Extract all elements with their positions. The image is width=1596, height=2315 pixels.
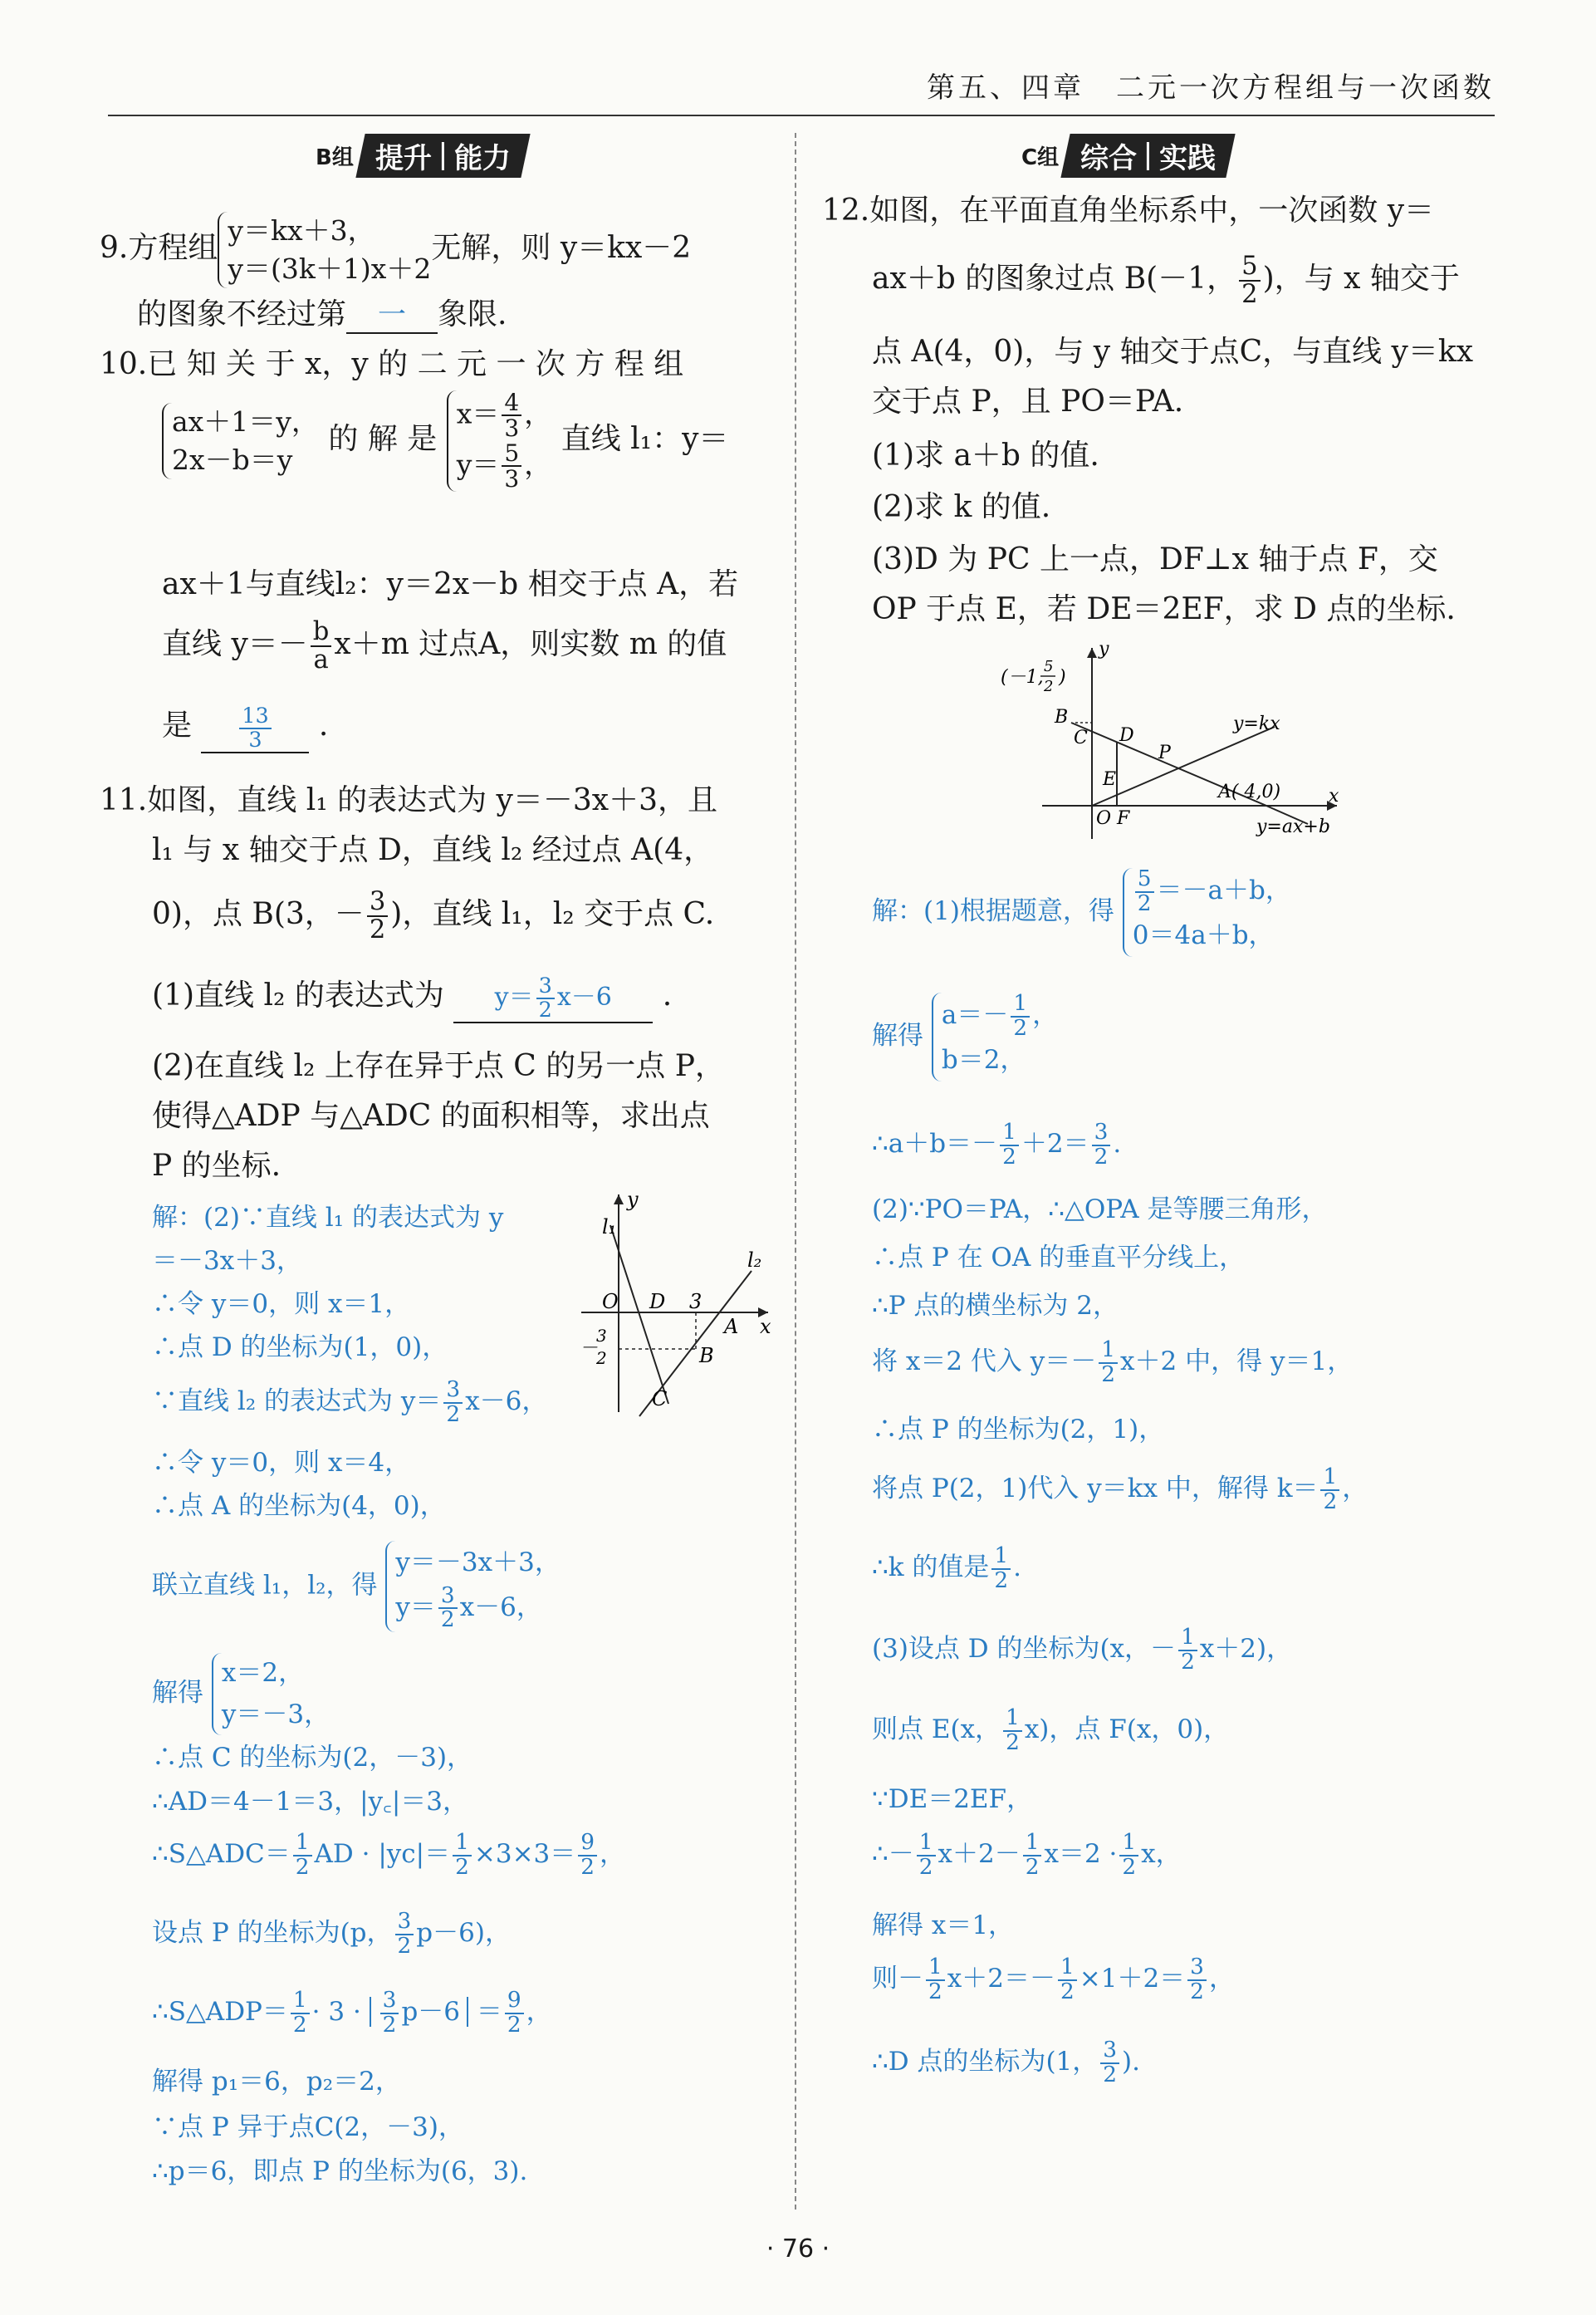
q12-sol-line: ∴k 的值是 $\frac{1}{2}$ . xyxy=(872,1543,1021,1593)
point-b-coord: 2 xyxy=(1044,678,1054,695)
q11-sol-line: ∴点 C 的坐标为(2，－3)， xyxy=(152,1743,473,1773)
tick-label: 3 xyxy=(689,1290,703,1313)
tick-label: 3 xyxy=(596,1326,607,1346)
q9-answer: 一 xyxy=(346,292,438,334)
point-a-label: A( 4,0) xyxy=(1218,782,1281,802)
q12-sol-line: 将点 P(2，1)代入 y＝kx 中，解得 k＝ $\frac{1}{2}$ ， xyxy=(872,1464,1368,1514)
origin-label: O xyxy=(1096,808,1112,829)
l1-label: l₁ xyxy=(602,1215,617,1238)
q11-part1-answer: y＝ $\frac{3}{2}$ x－6 xyxy=(453,975,653,1023)
q12-part3-line1: (3)D 为 PC 上一点，DF⊥x 轴于点 F，交 xyxy=(872,542,1438,576)
q12-sol-line: ∴点 P 在 OA 的垂直平分线上， xyxy=(872,1243,1246,1273)
point-d-label: D xyxy=(649,1290,666,1313)
banner-c-group xyxy=(1021,135,1231,176)
q10-line3: ax＋1与直线l₂：y＝2x－b 相交于点 A，若 xyxy=(162,567,739,601)
x-axis-label: x xyxy=(760,1315,771,1338)
point-b-label: B xyxy=(699,1344,714,1367)
tick-label: 2 xyxy=(596,1348,607,1368)
point-a-label: A xyxy=(724,1315,739,1338)
point-e-label: E xyxy=(1103,769,1117,790)
q11-sol-p-coord: 设点 P 的坐标为(p， $\frac{3}{2}$ p－6)， xyxy=(152,1909,511,1959)
q9-line2: 的图象不经过第 一 象限. xyxy=(137,291,507,334)
q11-sol-line: ∴p＝6，即点 P 的坐标为(6，3). xyxy=(152,2156,528,2186)
q12-sol-line: ∴a＋b＝－ $\frac{1}{2}$ ＋2＝ $\frac{3}{2}$ . xyxy=(872,1120,1122,1170)
q9-stem: 9.方程组y＝kx＋3， y＝(3k＋1)x＋2无解，则 y＝kx－2 xyxy=(100,212,691,288)
q11-line3: 0)，点 B(3，－ $\frac{3}{2}$ )，直线 l₁，l₂ 交于点 C. xyxy=(152,887,715,945)
l2-label: l₂ xyxy=(747,1248,762,1272)
tick-label: － xyxy=(580,1338,599,1359)
header-rule xyxy=(108,115,1495,116)
banner-group-label: B组 xyxy=(316,145,354,170)
q11-sol-line: 解：(2)∵直线 l₁ 的表达式为 y xyxy=(152,1203,504,1233)
point-p-label: P xyxy=(1158,743,1171,763)
point-d-label: D xyxy=(1119,725,1134,746)
q11-part1: (1)直线 l₂ 的表达式为 y＝ $\frac{3}{2}$ x－6 . xyxy=(152,974,673,1023)
q12-sol-result: 解得 a＝－ $\frac{1}{2}$ ， b＝2， xyxy=(872,993,1058,1081)
q12-sol-line: ∴P 点的横坐标为 2， xyxy=(872,1291,1119,1321)
q12-sol-line: ∵DE＝2EF， xyxy=(872,1784,1033,1814)
point-b-label: B xyxy=(1055,707,1069,728)
page-number: · 76 · xyxy=(766,2234,830,2264)
q11-part2-line3: P 的坐标. xyxy=(152,1149,282,1183)
q10-system: ax＋1＝y， 2x－b＝y 的 解 是 x＝ $\frac{4}{3}$ ， y＝ $\frac{5}{3}$ ， 直线 l₁：y＝ xyxy=(162,390,728,492)
q12-sol-line: 将 x＝2 代入 y＝－ $\frac{1}{2}$ x＋2 中，得 y＝1， xyxy=(872,1337,1354,1387)
q11-sol-line: ∵点 P 异于点C(2，－3)， xyxy=(152,2112,464,2142)
banner-title: 综合 实践 xyxy=(1060,134,1235,178)
q12-sol-line: (2)∵PO＝PA，∴△OPA 是等腰三角形， xyxy=(872,1194,1328,1224)
point-c-label: C xyxy=(1074,728,1088,748)
point-f-label: F xyxy=(1117,808,1130,829)
point-b-coord: 5 xyxy=(1044,658,1054,675)
point-b-coord: (－1, xyxy=(1001,667,1044,688)
q11-line1: 11.如图，直线 l₁ 的表达式为 y＝－3x＋3，且 xyxy=(100,783,717,817)
q11-sol-line: ∴AD＝4－1＝3，|y꜀|＝3， xyxy=(152,1787,468,1817)
chapter-header: 第五、四章 二元一次方程组与一次函数 xyxy=(927,71,1495,105)
q12-sol-line: 则－ $\frac{1}{2}$ x＋2＝－ $\frac{1}{2}$ ×1＋2＝ $\frac{3}{2}$ ， xyxy=(872,1955,1235,2004)
q12-line3: 点 A(4，0)，与 y 轴交于点C，与直线 y＝kx xyxy=(872,335,1474,369)
q12-part1: (1)求 a＋b 的值. xyxy=(872,439,1099,473)
q10-line1: 10.已 知 关 于 x，y 的 二 元 一 次 方 程 组 xyxy=(100,347,684,381)
q11-part2-line2: 使得△ADP 与△ADC 的面积相等，求出点 xyxy=(152,1099,710,1133)
q12-line1: 12.如图，在平面直角坐标系中，一次函数 y＝ xyxy=(822,194,1435,228)
q12-figure xyxy=(992,640,1358,847)
q11-sol-line: ∵直线 l₂ 的表达式为 y＝ $\frac{3}{2}$ x－6， xyxy=(152,1377,548,1427)
banner-title: 提升 能力 xyxy=(355,134,530,178)
q11-sol-system: 联立直线 l₁，l₂，得 y＝－3x＋3， y＝ $\frac{3}{2}$ x－6， xyxy=(152,1541,561,1632)
q12-sol-line: 则点 E(x， $\frac{1}{2}$ x)，点 F(x，0)， xyxy=(872,1705,1230,1755)
q10-line5: 是 $\frac{13}{3}$ . xyxy=(162,704,329,753)
banner-group-label: C组 xyxy=(1021,145,1060,170)
q11-line2: l₁ 与 x 轴交于点 D，直线 l₂ 经过点 A(4， xyxy=(152,833,714,867)
q11-sol-line: ＝－3x＋3， xyxy=(152,1246,302,1276)
q11-sol-area-adp: ∴S△ADP＝ $\frac{1}{2}$ · 3 · $\frac{3}{2}$ p－6 ＝ $\frac{9}{2}$ ， xyxy=(152,1988,552,2038)
q12-sol-line: ∴－ $\frac{1}{2}$ x＋2－ $\frac{1}{2}$ x＝2 · $\frac{1}{2}$ x， xyxy=(872,1830,1182,1880)
y-axis-label: y xyxy=(1099,640,1109,660)
q10-answer: $\frac{13}{3}$ xyxy=(201,705,309,753)
column-divider xyxy=(795,133,796,2210)
q11-part2-line1: (2)在直线 l₂ 上存在异于点 C 的另一点 P， xyxy=(152,1049,725,1083)
point-b-coord: ) xyxy=(1059,667,1066,688)
q12-part2: (2)求 k 的值. xyxy=(872,490,1051,524)
q11-sol-line: ∴点 D 的坐标为(1，0)， xyxy=(152,1332,448,1362)
banner-b-group xyxy=(316,135,526,176)
q11-sol-line: ∴令 y＝0，则 x＝4， xyxy=(152,1448,411,1478)
q12-line2: ax＋b 的图象过点 B(－1， $\frac{5}{2}$ )，与 x 轴交于 xyxy=(872,252,1460,310)
x-axis-label: x xyxy=(1329,786,1339,807)
q11-sol-area-adc: ∴S△ADC＝ $\frac{1}{2}$ AD · |yc|＝ $\frac{1}{2}$ ×3×3＝ $\frac{9}{2}$ ， xyxy=(152,1830,626,1880)
q12-sol-line: 解得 x＝1， xyxy=(872,1910,1015,1940)
line-axb-label: y=ax+b xyxy=(1256,817,1330,837)
q11-sol-line: ∴点 A 的坐标为(4，0)， xyxy=(152,1491,446,1521)
q12-sol-line: ∴D 点的坐标为(1， $\frac{3}{2}$ ). xyxy=(872,2038,1140,2087)
y-axis-label: y xyxy=(627,1188,639,1211)
q12-sol-line: (3)设点 D 的坐标为(x，－ $\frac{1}{2}$ x＋2)， xyxy=(872,1625,1293,1675)
point-c-label: C xyxy=(652,1387,668,1410)
line-kx-label: y=kx xyxy=(1233,714,1280,734)
q12-sol-line: ∴点 P 的坐标为(2，1)， xyxy=(872,1415,1165,1444)
q11-sol-result: 解得 x＝2， y＝－3， xyxy=(152,1653,330,1735)
q11-sol-line: ∴令 y＝0，则 x＝1， xyxy=(152,1289,411,1319)
q11-figure xyxy=(573,1188,781,1420)
q12-sol-system: 解：(1)根据题意，得 $\frac{5}{2}$ ＝－a＋b， 0＝4a＋b， xyxy=(872,868,1291,957)
origin-label: O xyxy=(602,1290,619,1313)
q11-sol-line: 解得 p₁＝6，p₂＝2， xyxy=(152,2067,401,2097)
q10-line4: 直线 y＝－ $\frac{b}{a}$ x＋m 过点A，则实数 m 的值 xyxy=(162,617,727,675)
q12-line4: 交于点 P，且 PO＝PA. xyxy=(872,385,1184,419)
q12-part3-line2: OP 于点 E，若 DE＝2EF，求 D 点的坐标. xyxy=(872,592,1456,626)
